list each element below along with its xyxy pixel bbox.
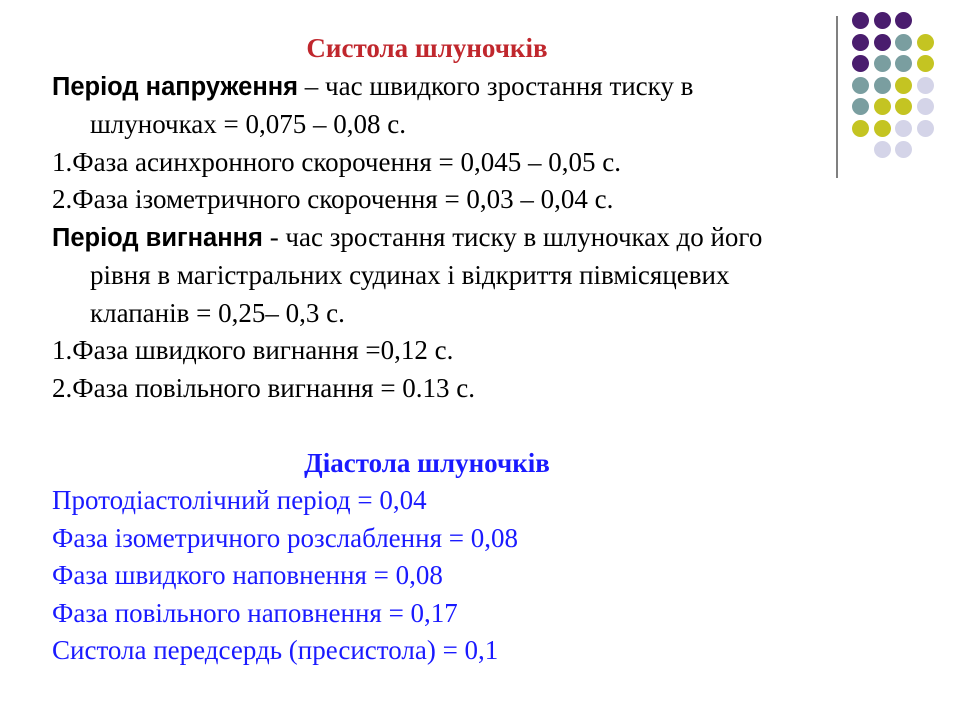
tension-period-value: шлуночках = 0,075 – 0,08 с. [90,109,406,139]
diastole-item: Фаза повільного наповнення = 0,17 [52,597,458,628]
diastole-item: Протодіастолічний період = 0,04 [52,485,427,515]
phase-rapid-ejection: 1.Фаза швидкого вигнання =0,12 с. [52,335,454,365]
tension-period-desc: – час швидкого зростання тиску в [298,70,694,101]
decorative-dot [874,12,891,29]
phase-async-contraction: 1.Фаза асинхронного скорочення = 0,045 – 0,05 с. [52,146,622,177]
decorative-dot [895,12,912,29]
phase-slow-ejection: 2.Фаза повільного вигнання = 0.13 с. [52,372,476,403]
tension-period-term: Період напруження [52,72,299,101]
tension-period-line [52,68,932,107]
diastole-title: Діастола шлуночків [304,447,550,478]
decorative-dot [852,12,869,29]
ejection-period-desc: - час зростання тиску в шлуночках до його [262,221,763,252]
diastole-item: Фаза швидкого наповнення = 0,08 [52,560,443,590]
ejection-period-line [52,219,932,258]
diastole-item: Фаза ізометричного розслаблення = 0,08 [52,522,518,553]
spacer [52,407,932,445]
phase-isometric-contraction: 2.Фаза ізометричного скорочення = 0,03 – 0,04 с. [52,184,614,214]
systole-title: Систола шлуночків [306,33,548,63]
ejection-period-term: Період вигнання [52,223,263,252]
slide-content [52,30,932,670]
diastole-item: Систола передсердь (пресистола) = 0,1 [52,635,499,665]
ejection-period-value: клапанів = 0,25– 0,3 с. [90,297,345,328]
ejection-period-desc-2: рівня в магістральних судинах і відкриття півмісяцевих [90,260,730,290]
